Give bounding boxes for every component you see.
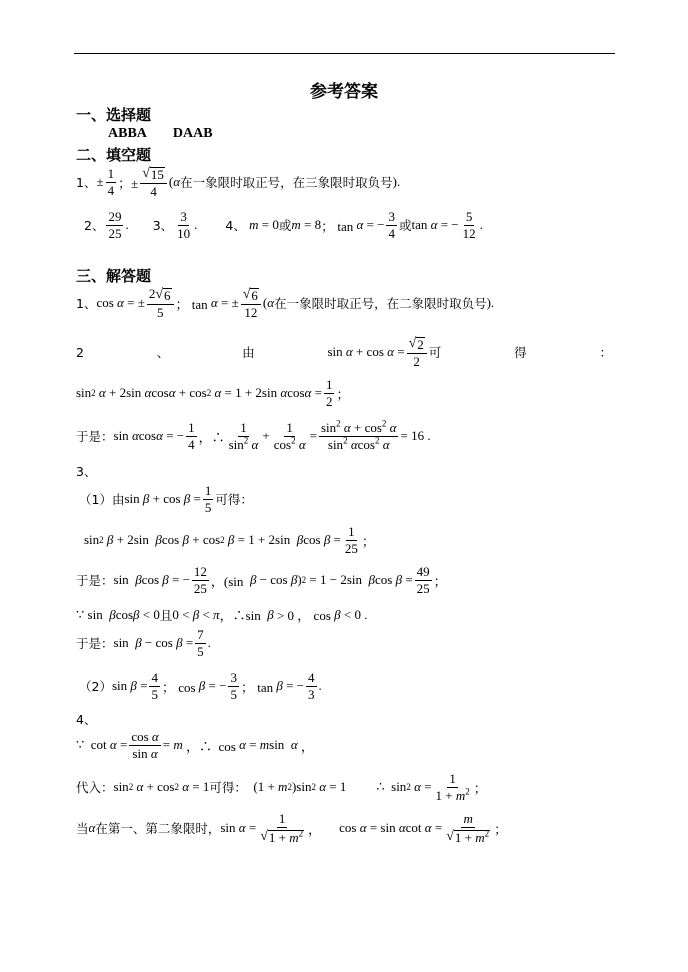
- choice-group-2: DAAB: [172, 126, 213, 141]
- fill-q1: 1、 ± $\frac{1}{4}$ ；± √ 15 4 ( α 在一象限时取正号，在三象限时取负号 ).: [76, 166, 401, 199]
- solve-q3-part2: （2） sin β = $\frac{4}{5}$ ； cos β = − $\frac{3}{5}$ ； tan β = − $\frac{4}{3}$ .: [79, 670, 322, 702]
- solve-q1-note: 在一象限时取正号，在二象限时取负号: [274, 296, 487, 312]
- solve-q3-line2: sin 2 β + 2sin β cos β + cos 2 β = 1 + 2sin β cos β = $\frac{1}{25}$ ；: [84, 524, 375, 556]
- choice-answers: [108, 126, 213, 142]
- fill-q1-note: 在一象限时取正号，在三象限时取负号: [180, 175, 393, 191]
- solve-q4-line2: 代入： sin 2 α + cos 2 α = 1 可得： (1 + m 2 )sin 2 α = 1 ∴ sin 2 α = $\frac{1}{1 + m^2}$ ；: [76, 771, 487, 803]
- solve-q3-line4: ∵ sin β cos β < 0 且 0 < β < π ，∴sin β > 0 ， cos β < 0 .: [76, 606, 368, 623]
- solve-q1-tan-frac: √ 6 12: [241, 287, 261, 319]
- solve-q3-line5: 于是： sin β − cos β = $\frac{7}{5}$ .: [76, 627, 211, 659]
- section-choice: 一、选择题: [76, 106, 152, 124]
- solve-q4-line1: ∵ cot α = $\frac{\text{cos α}}{\text{sin α}}$ = m ，∴ cos α = m sin α ，: [76, 729, 314, 761]
- fill-q3-frac: $\frac{3}{10}$: [177, 209, 191, 241]
- fill-q3-label: 3、: [152, 218, 174, 234]
- choice-group-1: ABBA: [108, 126, 147, 141]
- fill-q2-q4: 2、 $\frac{29}{25}$ . 3、 $\frac{3}{10}$ . 4、 m = 0 或 m = 8 ； tan α = − $\frac{3}{4}$ 或 tan α = − $\frac{5}{12}$ .: [84, 209, 483, 241]
- page-title: 参考答案: [310, 82, 378, 102]
- fill-q2-frac: $\frac{29}{25}$: [108, 209, 122, 241]
- solve-q3-label: 3、: [76, 464, 97, 479]
- solve-q4-line3: 当 α 在第一、第二象限时， sin α = 1 √ $1 + m^2$ ， cos α = sin α cot α = m √ $1 + m^2$ ；: [76, 811, 508, 845]
- fill-q1-frac2: √ 15 4: [140, 166, 167, 198]
- solve-q2-result: 16: [411, 428, 425, 444]
- solve-q2-line1: 2 、 由 sin α + cos α = √ 2 2 可 得 ：: [76, 336, 612, 369]
- solve-q2-line3: 于是： sin α cos α = − $\frac{1}{4}$ ，∴ $\frac{1}{\sin^2 \alpha}$ + $\frac{1}{\cos^2 \alpha}$ = $\frac{\sin^2 \alpha + \cos^2 \alpha}{\sin^2 \alpha\cos^2 \alpha}$ = 16 .: [76, 418, 431, 452]
- solve-q1-cos-frac: 2 √ 6 5: [147, 287, 174, 319]
- solve-q3-line3: 于是： sin β cos β = − $\frac{12}{25}$ ，(sin β − cos β ) 2 = 1 − 2sin β cos β = $\frac{49}{25}$ ；: [76, 564, 447, 596]
- header-rule: [74, 53, 615, 54]
- fill-q4-tan2: $\frac{5}{12}$: [462, 209, 476, 241]
- section-solve: 三、解答题: [76, 267, 152, 285]
- solve-q2-frac: √ 2 2: [407, 336, 427, 368]
- fill-q1-frac1: $\frac{1}{4}$: [107, 166, 115, 198]
- fill-q1-label: 1、: [76, 175, 97, 191]
- fill-q4-tan1: $\frac{3}{4}$: [388, 209, 395, 241]
- solve-q2-line2: sin 2 α + 2sin α cos α + cos 2 α = 1 + 2sin α cos α = $\frac{1}{2}$ ；: [76, 377, 350, 409]
- fill-q2-label: 2、: [84, 218, 105, 234]
- section-fill: 二、填空题: [76, 146, 152, 164]
- fill-q4-label: 4、: [225, 218, 246, 234]
- solve-q3-line1: （1）由 sin β + cos β = $\frac{1}{5}$ 可得：: [79, 483, 253, 515]
- solve-q4-label: 4、: [76, 712, 97, 727]
- solve-q2-half: $\frac{1}{2}$: [325, 377, 333, 409]
- solve-q1: 1、 cos α = ± 2 √ 6 5 ； tan α = ± √ 6 12 ( α 在一象限时取正号，在二象限时取负号 ).: [76, 286, 495, 320]
